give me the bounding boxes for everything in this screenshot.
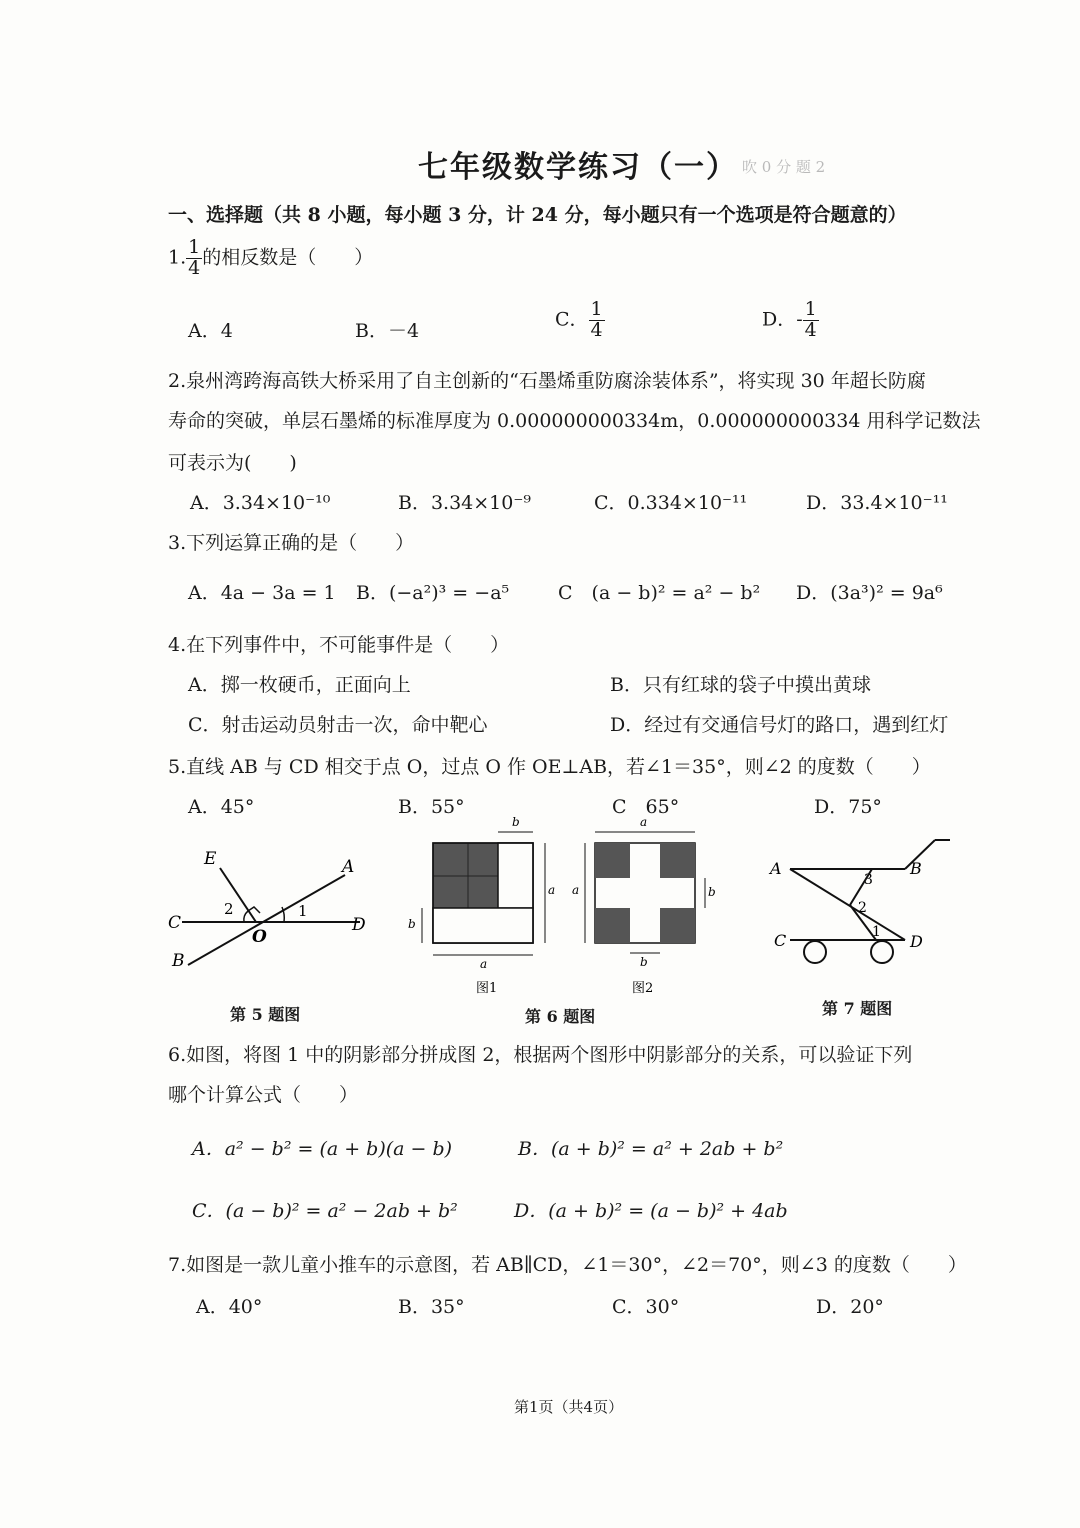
fraction [589, 300, 605, 341]
question-number: 1. [168, 246, 187, 269]
q2-option-d: D．33.4×10⁻¹¹ [806, 492, 948, 514]
numerator: 1 [804, 298, 817, 320]
label-c: C [168, 913, 182, 933]
option-label: D． [762, 308, 797, 331]
label-a: A [342, 857, 355, 877]
white-region [433, 908, 533, 943]
white-region [498, 843, 533, 908]
label-a: a [480, 957, 488, 971]
label-c: C [774, 931, 787, 950]
label-angle-3: 3 [864, 872, 873, 888]
wheel [804, 941, 826, 963]
label-b: b [408, 917, 416, 931]
q4-option-a: A．掷一枚硬币，正面向上 [188, 674, 411, 696]
denominator: 4 [590, 318, 603, 341]
corner-shaded [660, 908, 695, 943]
q2-line-3: 可表示为( ) [168, 452, 297, 474]
denominator: 4 [804, 318, 817, 341]
q2-option-a: A．3.34×10⁻¹⁰ [190, 492, 331, 514]
numerator: 1 [590, 298, 603, 320]
q2-option-b: B．3.34×10⁻⁹ [398, 492, 532, 514]
label-a: a [548, 883, 556, 897]
q3-text: 3.下列运算正确的是（ ） [168, 532, 415, 554]
minus-sign: - [796, 308, 803, 331]
fig2-label: 图2 [632, 981, 654, 996]
q7-option-a: A．40° [196, 1296, 263, 1318]
figure-q5 [160, 840, 380, 980]
label-a: a [572, 883, 580, 897]
q4-text: 4.在下列事件中，不可能事件是（ ） [168, 634, 510, 656]
q6-line-1: 6.如图，将图 1 中的阴影部分拼成图 2，根据两个图形中阴影部分的关系，可以验证下列 [168, 1044, 913, 1066]
angle-arc-2 [244, 911, 248, 922]
q7-option-c: C．30° [612, 1296, 680, 1318]
q4-option-b: B．只有红球的袋子中摸出黄球 [610, 674, 871, 696]
label-a: A [770, 859, 782, 878]
label-b: B [172, 951, 185, 971]
question-1 [168, 238, 373, 279]
corner-shaded [660, 843, 695, 878]
label-b: b [512, 815, 520, 829]
q5-text: 5.直线 AB 与 CD 相交于点 O，过点 O 作 OE⊥AB，若∠1＝35°，则∠2 的度数（ ） [168, 756, 931, 778]
q7-figure-caption: 第 7 题图 [822, 999, 893, 1018]
label-angle-1: 1 [872, 924, 881, 940]
section-heading: 一、选择题（共 8 小题，每小题 3 分，计 24 分，每小题只有一个选项是符合题意的） [168, 204, 907, 226]
page-footer: 第1页（共4页） [514, 1398, 624, 1416]
header-bleed-text: 吹 0 分 题 2 [742, 158, 826, 176]
corner-shaded [595, 908, 630, 943]
q6-line-2: 哪个计算公式（ ） [168, 1084, 359, 1106]
page-title: 七年级数学练习（一） [418, 150, 738, 185]
q6-option-a: A．a² − b² = (a + b)(a − b) [192, 1138, 453, 1160]
q3-option-a: A．4a − 3a = 1 [188, 582, 336, 604]
label-d: D [352, 915, 366, 935]
fraction [803, 300, 819, 341]
q7-option-b: B．35° [398, 1296, 465, 1318]
q5-figure-caption: 第 5 题图 [230, 1005, 301, 1024]
label-d: D [910, 932, 923, 951]
q7-text: 7.如图是一款儿童小推车的示意图，若 AB∥CD，∠1＝30°，∠2＝70°，则∠3 的度数（ ） [168, 1254, 967, 1276]
q7-option-d: D．20° [816, 1296, 884, 1318]
q3-option-b: B．(−a²)³ = −a⁵ [356, 582, 510, 604]
label-b: b [640, 955, 648, 969]
q5-option-b: B．55° [398, 796, 465, 818]
diagonal-ad [790, 869, 905, 940]
q6-option-b: B．(a + b)² = a² + 2ab + b² [518, 1138, 784, 1160]
q4-option-d: D．经过有交通信号灯的路口，遇到红灯 [610, 714, 949, 736]
numerator: 1 [188, 236, 201, 258]
label-o: O [252, 927, 267, 947]
q2-option-c: C．0.334×10⁻¹¹ [594, 492, 748, 514]
q1-option-d [762, 300, 819, 341]
figure-2 [572, 815, 716, 996]
label-b: B [910, 859, 922, 878]
label-b: b [708, 885, 716, 899]
wheel [871, 941, 893, 963]
label-angle-2: 2 [224, 900, 234, 918]
q5-option-c: C 65° [612, 796, 680, 818]
label-a: a [640, 815, 648, 829]
q4-option-c: C．射击运动员射击一次，命中靶心 [188, 714, 488, 736]
label-angle-2: 2 [858, 900, 867, 916]
line-ab [188, 875, 345, 965]
q6-option-c: C．(a − b)² = a² − 2ab + b² [192, 1200, 458, 1222]
q3-option-d: D．(3a³)² = 9a⁶ [796, 582, 943, 604]
q3-option-c: C (a − b)² = a² − b² [558, 582, 761, 604]
q5-option-a: A．45° [188, 796, 255, 818]
q5-option-d: D．75° [814, 796, 882, 818]
fraction [186, 238, 202, 279]
q1-option-b: B．－4 [355, 320, 420, 342]
label-e: E [204, 849, 217, 869]
label-angle-1: 1 [298, 902, 308, 920]
q6-option-d: D．(a + b)² = (a − b)² + 4ab [514, 1200, 788, 1222]
q1-option-c [555, 300, 605, 341]
q2-line-2: 寿命的突破，单层石墨烯的标准厚度为 0.000000000334m，0.000000000334 用科学记数法 [168, 410, 981, 432]
q6-figure-caption: 第 6 题图 [525, 1007, 596, 1026]
option-label: C． [555, 308, 589, 331]
figure-q7 [760, 830, 970, 970]
q1-option-a: A．4 [188, 320, 233, 342]
denominator: 4 [188, 256, 201, 279]
figure-q6 [400, 810, 730, 1000]
fig1-label: 图1 [476, 981, 498, 996]
figure-1 [408, 815, 555, 996]
q2-line-1: 2.泉州湾跨海高铁大桥采用了自主创新的“石墨烯重防腐涂装体系”，将实现 30 年超长防腐 [168, 370, 926, 392]
corner-shaded [595, 843, 630, 878]
question-text: 的相反数是（ ） [202, 246, 374, 269]
